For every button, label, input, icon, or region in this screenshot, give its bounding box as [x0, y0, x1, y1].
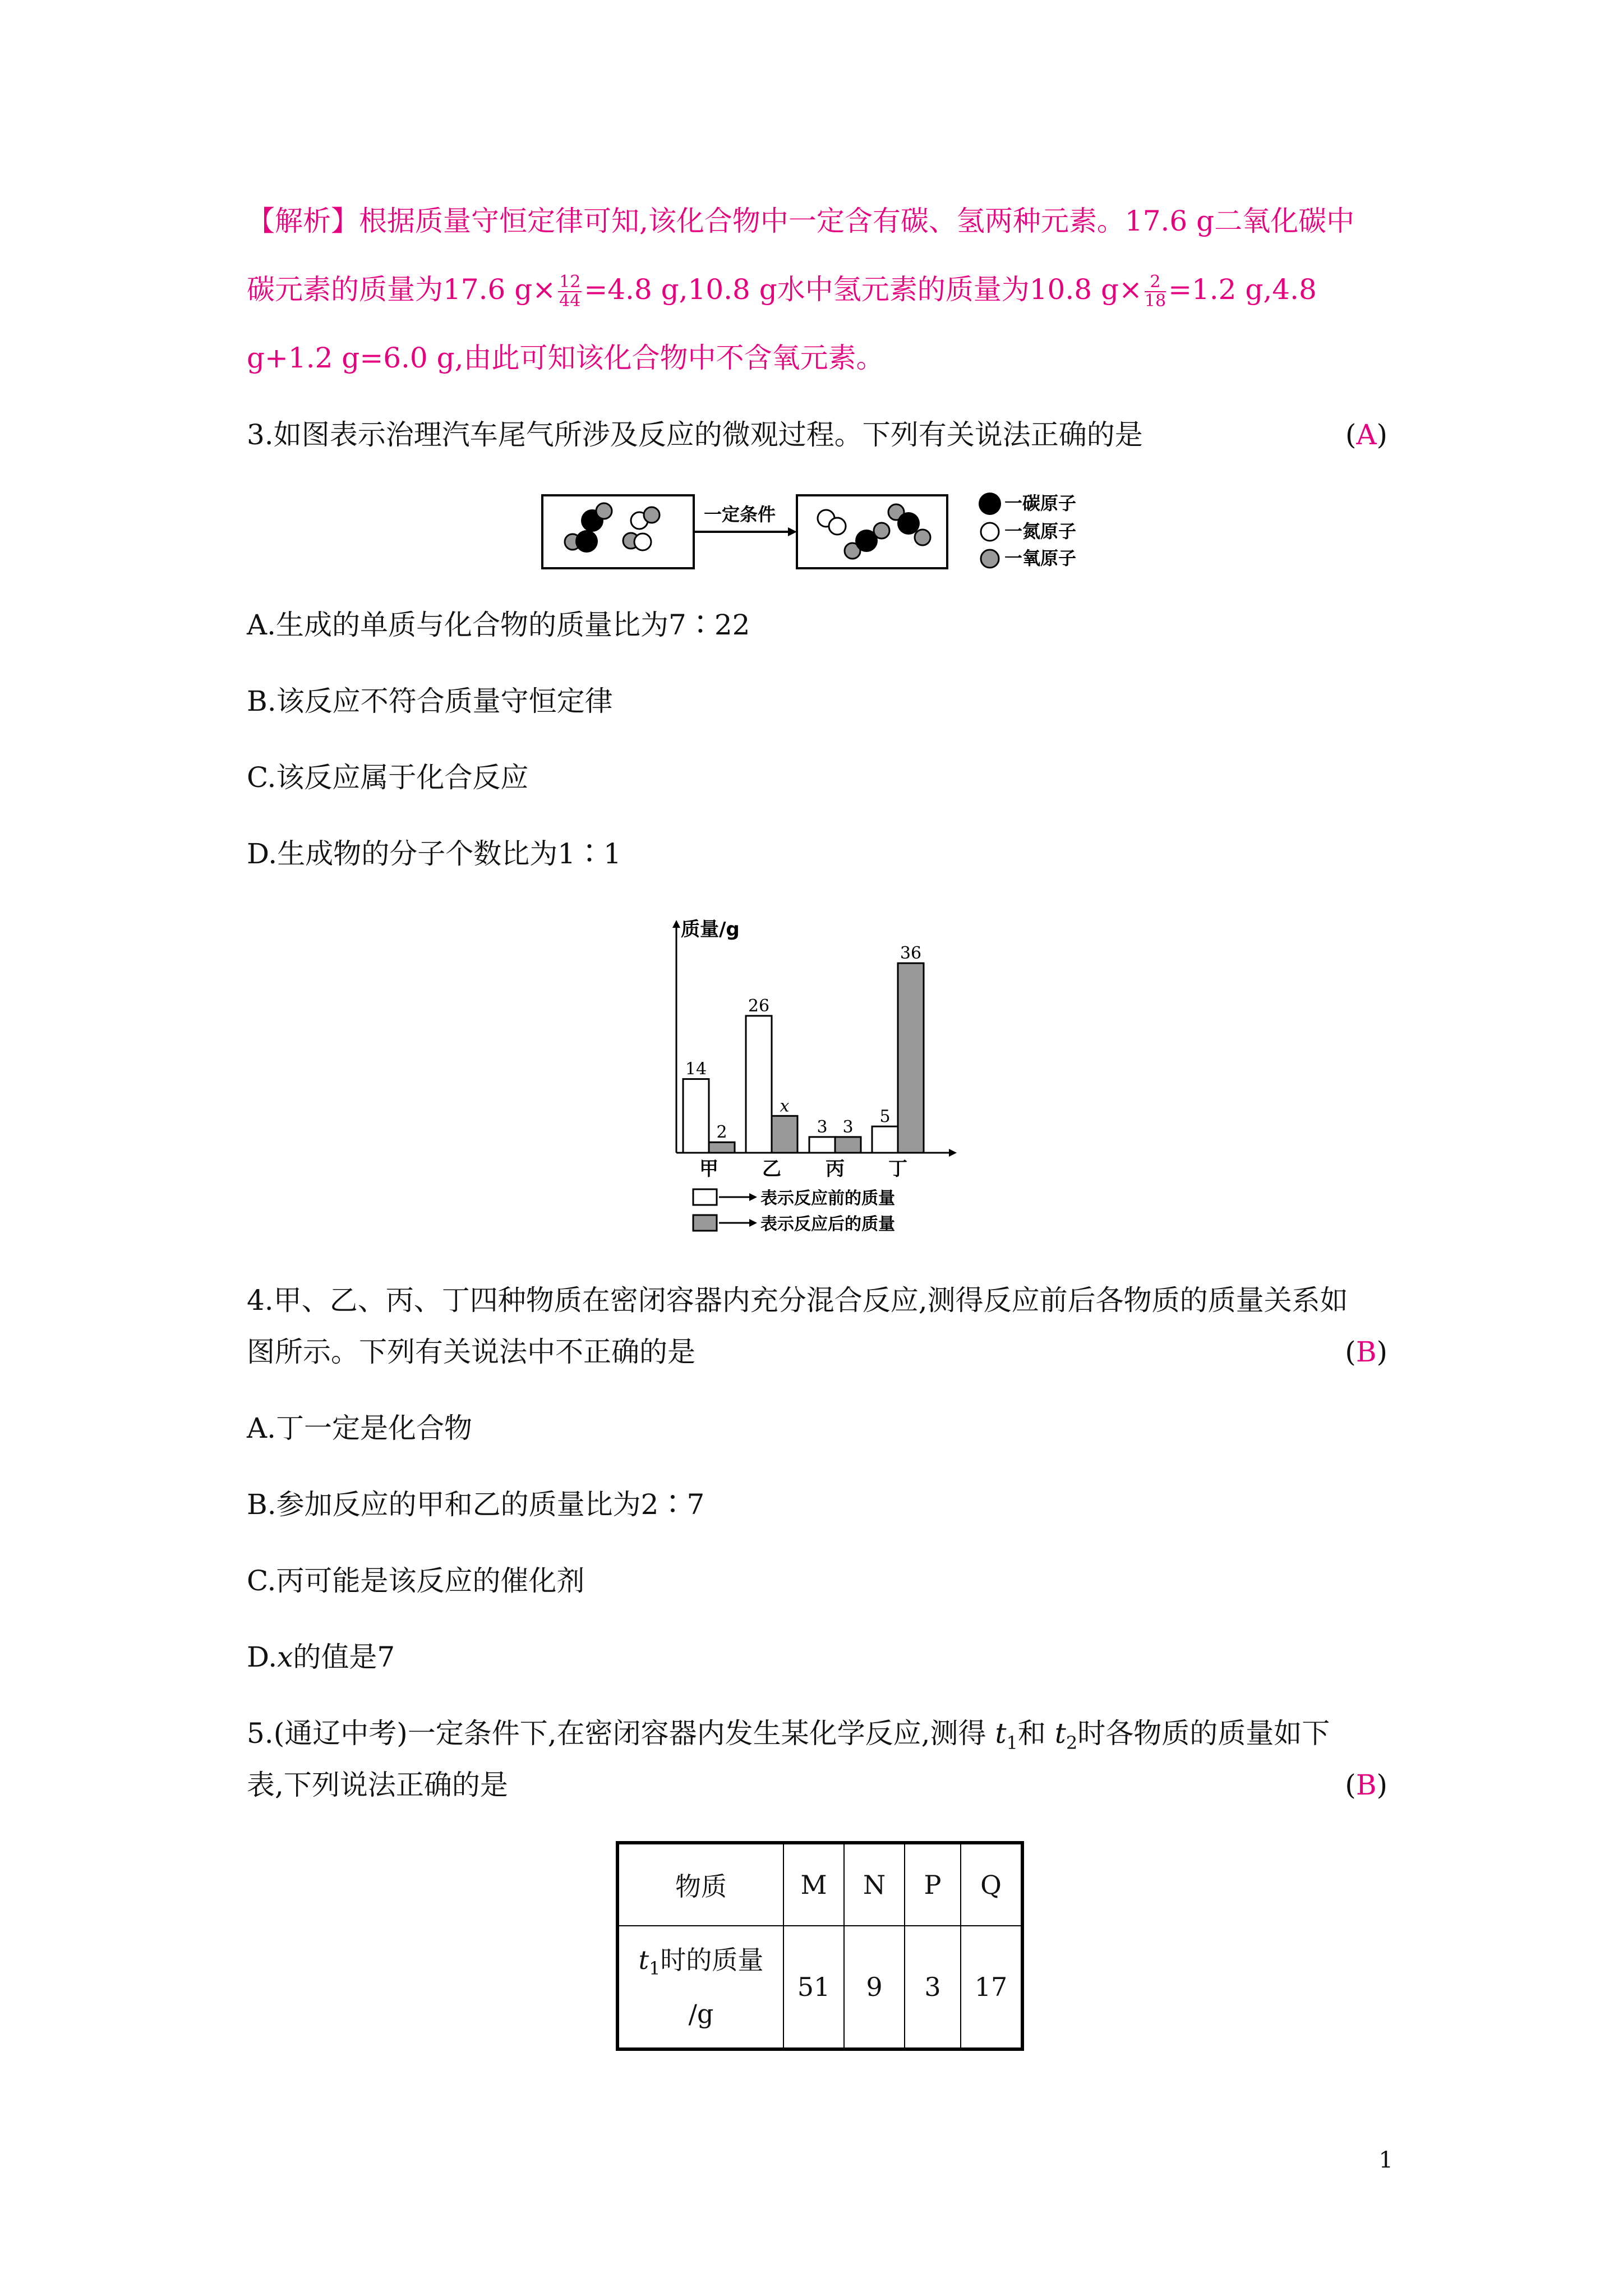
q3-stem: 3.如图表示治理汽车尾气所涉及反应的微观过程。下列有关说法正确的是: [247, 418, 1143, 451]
table-row: [617, 1926, 1022, 2049]
table-header-cell: Q: [961, 1843, 1022, 1926]
nitrogen-atom: [634, 533, 651, 550]
q5-stem-2: 表,下列说法正确的是: [247, 1769, 508, 1801]
fraction-2-18: $\frac{2}{18}$: [1144, 272, 1166, 311]
table-cell: 51: [783, 1926, 844, 2049]
legend-nitrogen: 一氮原子: [1004, 521, 1077, 542]
nitrogen-atom: [829, 518, 846, 535]
q4-stem-2: 图所示。下列有关说法中不正确的是: [247, 1336, 695, 1368]
data-label: 3: [842, 1117, 854, 1137]
q4-option-d: D.x的值是7: [247, 1641, 395, 1673]
chart-bar: [809, 1137, 835, 1153]
chart-bar: [772, 1116, 797, 1153]
analysis-line-1: 【解析】根据质量守恒定律可知,该化合物中一定含有碳、氢两种元素。17.6 g二氧化碳中: [247, 205, 1355, 237]
oxygen-legend-icon: [981, 550, 999, 568]
x-axis-arrow: [949, 1149, 957, 1157]
table-row-label: $t_1$时的质量 /g: [617, 1926, 783, 2049]
data-label: 26: [748, 996, 770, 1016]
carbon-legend-icon: [979, 493, 1001, 515]
oxygen-atom: [644, 507, 660, 523]
analysis-text: =4.8 g,10.8 g水中氢元素的质量为10.8 g×: [584, 273, 1142, 306]
table-header-cell: P: [905, 1843, 961, 1926]
legend-oxygen: 一氧原子: [1004, 547, 1077, 569]
data-label: 3: [817, 1117, 828, 1137]
table-header-row: [617, 1843, 1022, 1926]
carbon-atom: [897, 512, 920, 535]
q3-option-a: A.生成的单质与化合物的质量比为7∶22: [247, 609, 750, 641]
q4-stem-1: 4.甲、乙、丙、丁四种物质在密闭容器内充分混合反应,测得反应前后各物质的质量关系如: [247, 1284, 1348, 1317]
mass-bar-chart: [639, 909, 987, 1245]
oxygen-atom: [874, 523, 889, 539]
analysis-text: =1.2 g,4.8: [1168, 273, 1317, 306]
chart-bar: [683, 1079, 709, 1153]
table-header-cell: 物质: [617, 1843, 783, 1926]
q4-option-b: B.参加反应的甲和乙的质量比为2∶7: [247, 1488, 705, 1521]
table-cell: 17: [961, 1926, 1022, 2049]
chart-bar: [746, 1016, 772, 1153]
legend-arrow-head: [749, 1219, 757, 1227]
analysis-line-3: g+1.2 g=6.0 g,由此可知该化合物中不含氧元素。: [247, 342, 884, 374]
q3-option-b: B.该反应不符合质量守恒定律: [247, 685, 613, 717]
y-axis-label: 质量/g: [681, 918, 740, 941]
carbon-atom: [575, 530, 598, 553]
legend-swatch: [693, 1189, 717, 1205]
legend-swatch: [693, 1215, 717, 1231]
chart-bar: [898, 963, 924, 1153]
analysis-text: 碳元素的质量为17.6 g×: [247, 273, 556, 306]
analysis-line-2: [247, 273, 1317, 310]
q4-option-a: A.丁一定是化合物: [247, 1412, 473, 1444]
q4-option-c: C.丙可能是该反应的催化剂: [247, 1565, 585, 1597]
category-label: 丁: [888, 1158, 907, 1180]
q3-option-d: D.生成物的分子个数比为1∶1: [247, 838, 621, 870]
oxygen-atom: [596, 503, 612, 519]
q3-answer: (A): [1345, 418, 1387, 451]
table-header-cell: M: [783, 1843, 844, 1926]
legend-label: 表示反应前的质量: [760, 1189, 895, 1208]
data-label: 5: [879, 1107, 891, 1127]
category-label: 乙: [762, 1158, 781, 1180]
reaction-condition: 一定条件: [704, 504, 776, 525]
chart-bar: [835, 1137, 861, 1153]
data-label: 36: [900, 944, 922, 963]
category-label: 丙: [826, 1158, 845, 1180]
chart-bar: [872, 1126, 898, 1153]
mass-table: [616, 1841, 1024, 2051]
category-label: 甲: [699, 1158, 718, 1180]
q3-option-c: C.该反应属于化合反应: [247, 761, 529, 794]
fraction-12-44: $\frac{12}{44}$: [559, 272, 581, 311]
page-number: 1: [1378, 2147, 1393, 2173]
chart-bar: [709, 1142, 735, 1153]
molecule-reaction-diagram: [541, 481, 1102, 582]
data-label: x: [780, 1096, 790, 1116]
q5-stem-1: 5.(通辽中考)一定条件下,在密闭容器内发生某化学反应,测得 $t_1$和 $t_2$时各物质的质量如下: [247, 1717, 1330, 1754]
legend-carbon: 一碳原子: [1004, 493, 1077, 514]
q5-answer: (B): [1345, 1769, 1387, 1801]
oxygen-atom: [915, 530, 930, 545]
legend-arrow-head: [749, 1193, 757, 1201]
nitrogen-legend-icon: [981, 523, 999, 541]
y-axis-arrow: [672, 920, 680, 928]
table-header-cell: N: [844, 1843, 905, 1926]
data-label: 14: [685, 1059, 707, 1079]
q4-answer: (B): [1345, 1336, 1387, 1368]
legend-label: 表示反应后的质量: [760, 1214, 895, 1234]
reactant-box: [542, 495, 694, 568]
table-cell: 9: [844, 1926, 905, 2049]
table-cell: 3: [905, 1926, 961, 2049]
data-label: 2: [716, 1122, 727, 1143]
